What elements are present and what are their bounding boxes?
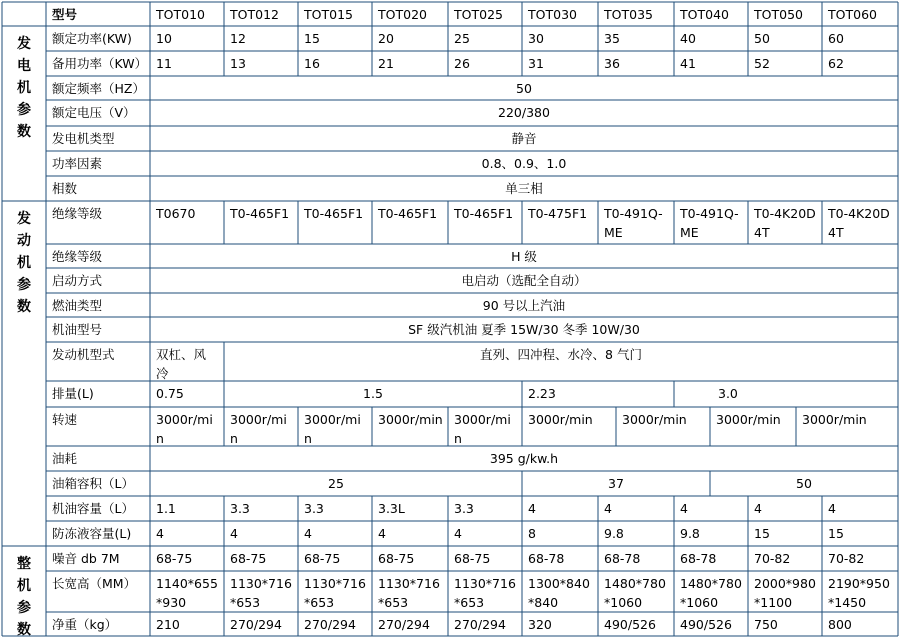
start-method-value: 电启动（选配全自动）	[461, 273, 587, 288]
displacement-value: 0.75	[156, 386, 184, 401]
standby-power-value: 26	[454, 56, 470, 71]
phase-label: 相数	[52, 181, 78, 196]
standby-power-label: 备用功率（KW）	[52, 56, 148, 71]
displacement-value: 2.23	[528, 386, 556, 401]
engine-model-value: T0670	[156, 206, 196, 221]
dimensions-value: 1130*716	[454, 576, 516, 591]
speed-label: 转速	[52, 412, 78, 427]
rated-power-value: 15	[304, 31, 320, 46]
dimensions-value: 1480*780	[604, 576, 666, 591]
speed-value: n	[230, 431, 238, 446]
model-name: TOT025	[454, 7, 503, 22]
model-header-label: 型号	[52, 7, 78, 22]
insulation-label: 绝缘等级	[52, 249, 103, 264]
model-name: TOT015	[304, 7, 353, 22]
rated-voltage-label: 额定电压（V）	[52, 105, 136, 120]
coolant-value: 4	[156, 526, 164, 541]
section-engine: 发	[17, 211, 31, 227]
model-name: TOT012	[230, 7, 279, 22]
start-method-label: 启动方式	[52, 273, 103, 288]
coolant-value: 8	[528, 526, 536, 541]
noise-value: 68-75	[230, 551, 267, 566]
section-generator: 电	[17, 58, 31, 74]
coolant-label: 防冻液容量(L)	[52, 526, 132, 541]
speed-value: 3000r/mi	[454, 412, 511, 427]
oil-capacity-value: 4	[604, 501, 612, 516]
dimensions-value: 1300*840	[528, 576, 590, 591]
standby-power-value: 11	[156, 56, 172, 71]
model-name: TOT035	[604, 7, 653, 22]
coolant-value: 4	[454, 526, 462, 541]
section-generator: 参	[17, 102, 31, 118]
fuel-type-label: 燃油类型	[52, 298, 103, 313]
dimensions-value: *1100	[754, 595, 793, 610]
oil-capacity-value: 4	[528, 501, 536, 516]
section-whole: 整	[17, 556, 31, 572]
standby-power-value: 13	[230, 56, 246, 71]
speed-value: n	[156, 431, 164, 446]
rated-power-value: 20	[378, 31, 394, 46]
rated-power-value: 35	[604, 31, 620, 46]
engine-form-first: 双杠、风	[156, 347, 207, 362]
standby-power-value: 52	[754, 56, 770, 71]
oil-capacity-value: 4	[680, 501, 688, 516]
engine-model-value: T0-465F1	[378, 206, 438, 221]
model-name: TOT050	[754, 7, 803, 22]
phase-value: 单三相	[505, 181, 543, 196]
rated-power-value: 40	[680, 31, 696, 46]
standby-power-value: 41	[680, 56, 696, 71]
coolant-value: 15	[754, 526, 770, 541]
weight-value: 270/294	[230, 617, 282, 632]
speed-value: 3000r/mi	[156, 412, 213, 427]
noise-label: 噪音 db 7M	[52, 551, 120, 566]
speed-value: 3000r/min	[716, 412, 781, 427]
oil-capacity-value: 3.3	[304, 501, 324, 516]
standby-power-value: 16	[304, 56, 320, 71]
section-generator: 发	[17, 36, 31, 52]
speed-value: 3000r/min	[528, 412, 593, 427]
dimensions-value: *653	[378, 595, 409, 610]
weight-label: 净重（kg）	[52, 617, 118, 632]
dimensions-value: 2000*980	[754, 576, 816, 591]
oil-capacity-label: 机油容量（L）	[52, 501, 134, 516]
engine-model-value: T0-465F1	[230, 206, 290, 221]
weight-value: 270/294	[304, 617, 356, 632]
section-whole: 参	[17, 600, 31, 616]
dimensions-value: *653	[304, 595, 335, 610]
consumption-value: 395 g/kw.h	[489, 451, 559, 466]
speed-value: 3000r/mi	[304, 412, 361, 427]
weight-value: 800	[828, 617, 852, 632]
engine-model-value: T0-465F1	[304, 206, 364, 221]
generator-type-value: 静音	[511, 131, 537, 146]
section-engine: 数	[17, 299, 31, 315]
standby-power-value: 62	[828, 56, 844, 71]
noise-value: 68-78	[680, 551, 717, 566]
dimensions-value: 1130*716	[378, 576, 440, 591]
fuel-type-value: 90 号以上汽油	[482, 298, 566, 313]
dimensions-value: *1060	[680, 595, 719, 610]
speed-value: 3000r/min	[622, 412, 687, 427]
coolant-value: 4	[378, 526, 386, 541]
noise-value: 68-75	[378, 551, 415, 566]
insulation-value: H 级	[511, 249, 537, 264]
tank-label: 油箱容积（L）	[52, 476, 134, 491]
noise-value: 68-75	[454, 551, 491, 566]
oil-capacity-value: 4	[754, 501, 762, 516]
speed-value: 3000r/min	[802, 412, 867, 427]
model-name: TOT030	[528, 7, 577, 22]
model-name: TOT040	[680, 7, 729, 22]
rated-power-value: 25	[454, 31, 470, 46]
weight-value: 270/294	[454, 617, 506, 632]
engine-form-label: 发动机型式	[52, 347, 115, 362]
noise-value: 68-75	[304, 551, 341, 566]
displacement-value: 1.5	[363, 386, 383, 401]
noise-value: 70-82	[828, 551, 865, 566]
weight-value: 210	[156, 617, 180, 632]
speed-value: 3000r/min	[378, 412, 443, 427]
dimensions-label: 长宽高（MM）	[52, 576, 137, 591]
engine-model-value: T0-491Q-	[680, 206, 739, 221]
tank-value: 25	[328, 476, 344, 491]
model-name: TOT010	[156, 7, 205, 22]
dimensions-value: 2190*950	[828, 576, 890, 591]
rated-power-value: 60	[828, 31, 844, 46]
generator-type-label: 发电机类型	[52, 131, 115, 146]
rated-power-value: 50	[754, 31, 770, 46]
model-name: TOT060	[828, 7, 877, 22]
power-factor-value: 0.8、0.9、1.0	[481, 156, 567, 171]
tank-value: 37	[608, 476, 624, 491]
dimensions-value: *1450	[828, 595, 867, 610]
dimensions-value: 1130*716	[230, 576, 292, 591]
dimensions-value: 1480*780	[680, 576, 742, 591]
weight-value: 270/294	[378, 617, 430, 632]
rated-power-value: 30	[528, 31, 544, 46]
engine-model-value: T0-491Q-	[604, 206, 663, 221]
standby-power-value: 36	[604, 56, 620, 71]
rated-power-value: 10	[156, 31, 172, 46]
weight-value: 320	[528, 617, 552, 632]
speed-value: n	[454, 431, 462, 446]
power-factor-label: 功率因素	[52, 156, 103, 171]
oil-capacity-value: 4	[828, 501, 836, 516]
coolant-value: 9.8	[604, 526, 624, 541]
rated-voltage-value: 220/380	[498, 105, 550, 120]
weight-value: 490/526	[604, 617, 656, 632]
oil-type-label: 机油型号	[52, 322, 103, 337]
rated-power-value: 12	[230, 31, 246, 46]
engine-model-value: T0-4K20D	[754, 206, 816, 221]
rated-frequency-label: 额定频率（HZ）	[52, 81, 145, 96]
rated-power-label: 额定功率(KW)	[52, 31, 132, 46]
engine-model-value: T0-465F1	[454, 206, 514, 221]
coolant-value: 15	[828, 526, 844, 541]
dimensions-value: 1130*716	[304, 576, 366, 591]
section-engine: 机	[17, 255, 31, 271]
coolant-value: 9.8	[680, 526, 700, 541]
oil-type-value: SF 级汽机油 夏季 15W/30 冬季 10W/30	[408, 322, 640, 337]
coolant-value: 4	[230, 526, 238, 541]
dimensions-value: *653	[230, 595, 261, 610]
engine-form-rest: 直列、四冲程、水冷、8 气门	[480, 347, 642, 362]
weight-value: 490/526	[680, 617, 732, 632]
engine-model-value: 4T	[828, 225, 844, 240]
section-engine: 动	[17, 233, 31, 249]
coolant-value: 4	[304, 526, 312, 541]
noise-value: 68-75	[156, 551, 193, 566]
engine-model-value: ME	[604, 225, 623, 240]
noise-value: 68-78	[604, 551, 641, 566]
dimensions-value: *653	[454, 595, 485, 610]
dimensions-value: *840	[528, 595, 559, 610]
engine-model-value: ME	[680, 225, 699, 240]
weight-value: 750	[754, 617, 778, 632]
noise-value: 68-78	[528, 551, 565, 566]
oil-capacity-value: 3.3	[230, 501, 250, 516]
noise-value: 70-82	[754, 551, 791, 566]
engine-model-value: T0-4K20D	[828, 206, 890, 221]
oil-capacity-value: 3.3L	[378, 501, 405, 516]
dimensions-value: *1060	[604, 595, 643, 610]
model-name: TOT020	[378, 7, 427, 22]
standby-power-value: 21	[378, 56, 394, 71]
dimensions-value: *930	[156, 595, 187, 610]
section-generator: 机	[17, 80, 31, 96]
oil-capacity-value: 1.1	[156, 501, 176, 516]
dimensions-value: 1140*655	[156, 576, 218, 591]
speed-value: n	[304, 431, 312, 446]
standby-power-value: 31	[528, 56, 544, 71]
speed-value: 3000r/mi	[230, 412, 287, 427]
tank-value: 50	[796, 476, 812, 491]
engine-model-value: T0-475F1	[528, 206, 588, 221]
section-generator: 数	[17, 124, 31, 140]
rated-frequency-value: 50	[516, 81, 532, 96]
engine-model-label: 绝缘等级	[52, 206, 103, 221]
section-whole: 数	[17, 622, 31, 638]
consumption-label: 油耗	[52, 451, 78, 466]
displacement-value: 3.0	[718, 386, 738, 401]
section-whole: 机	[17, 578, 31, 594]
engine-form-first: 冷	[156, 366, 169, 381]
oil-capacity-value: 3.3	[454, 501, 474, 516]
section-engine: 参	[17, 277, 31, 293]
engine-model-value: 4T	[754, 225, 770, 240]
displacement-label: 排量(L)	[52, 386, 94, 401]
